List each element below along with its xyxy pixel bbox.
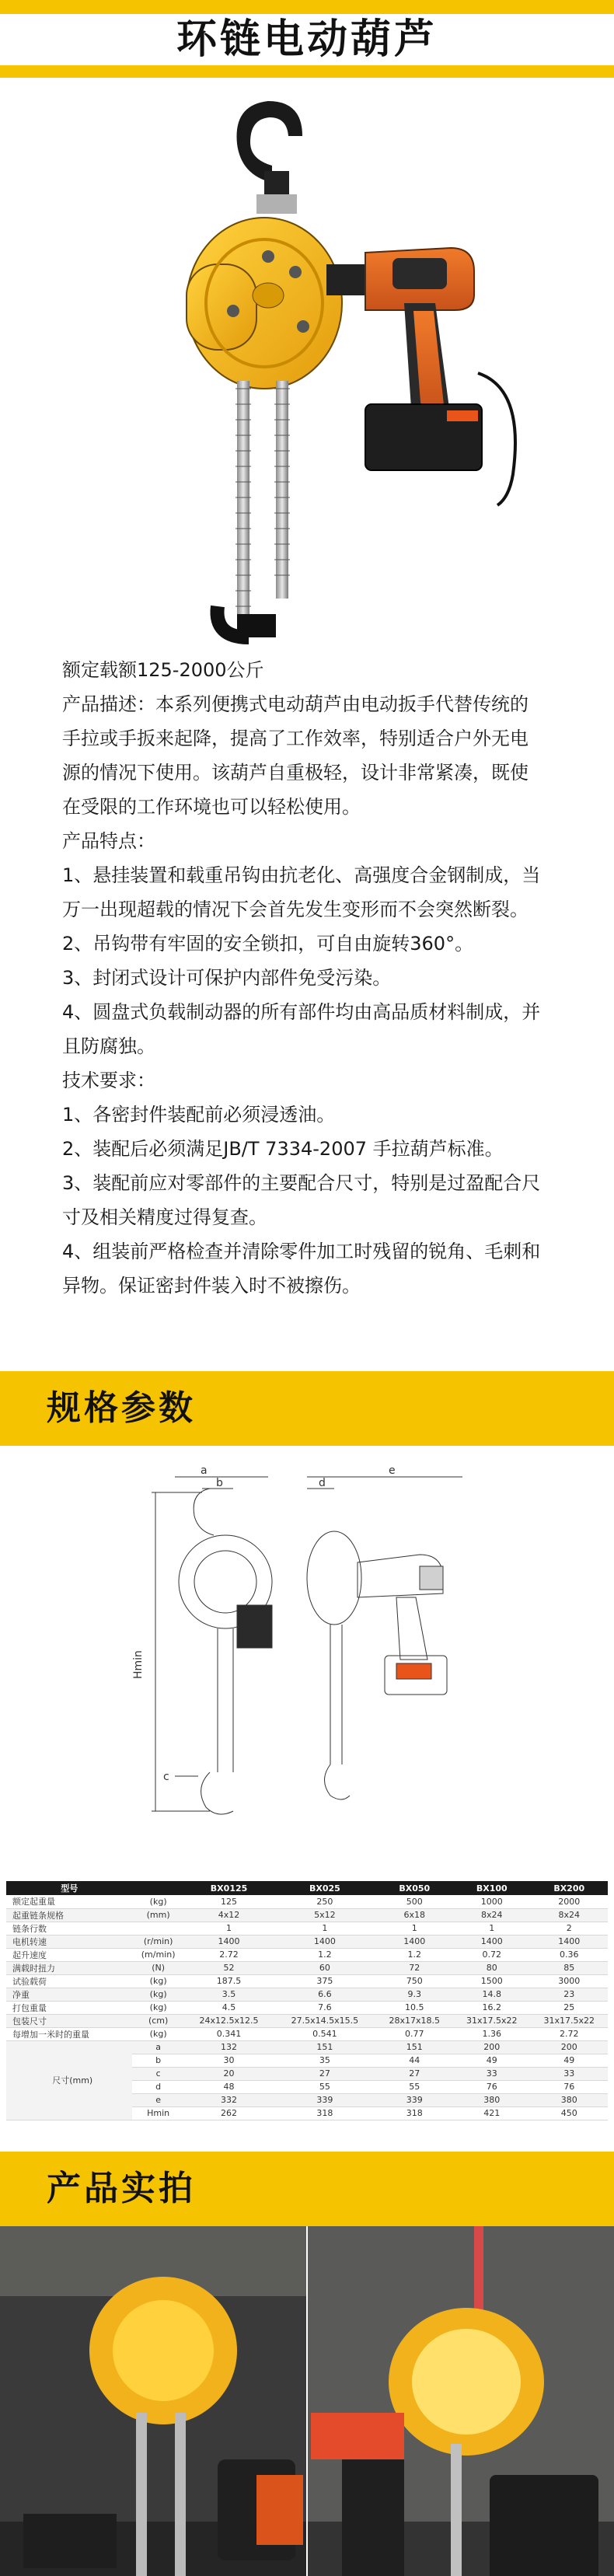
row-value: 72 bbox=[376, 1961, 453, 1974]
row-value: 2.72 bbox=[530, 2027, 608, 2040]
row-value: 85 bbox=[530, 1961, 608, 1974]
row-value: 55 bbox=[376, 2080, 453, 2093]
row-value: 375 bbox=[274, 1974, 375, 1988]
row-value: 0.36 bbox=[530, 1948, 608, 1961]
desc-line: 3、装配前应对零部件的主要配合尺寸，特别是过盈配合尺 bbox=[62, 1172, 541, 1194]
desc-line: 在受限的工作环境也可以轻松使用。 bbox=[62, 796, 361, 818]
header-model: 型号 bbox=[6, 1881, 132, 1895]
desc-line: 2、装配后必须满足JB/T 7334-2007 手拉葫芦标准。 bbox=[62, 1138, 504, 1160]
row-value: 4.5 bbox=[184, 2001, 274, 2014]
row-unit: (r/min) bbox=[132, 1935, 183, 1948]
dim-label-hmin: Hmin bbox=[132, 1650, 145, 1679]
desc-line: 且防腐独。 bbox=[62, 1035, 155, 1057]
hero-product-image bbox=[0, 78, 614, 653]
row-unit: e bbox=[132, 2093, 183, 2107]
row-label: 链条行数 bbox=[6, 1922, 132, 1935]
row-value: 60 bbox=[274, 1961, 375, 1974]
row-value: 76 bbox=[453, 2080, 530, 2093]
row-unit: (N) bbox=[132, 1961, 183, 1974]
page-title: 环链电动葫芦 bbox=[176, 16, 438, 63]
spec-section-title: 规格参数 bbox=[47, 1388, 196, 1428]
row-value: 9.3 bbox=[376, 1988, 453, 2001]
row-value: 49 bbox=[453, 2054, 530, 2067]
row-value: 31x17.5x22 bbox=[453, 2014, 530, 2027]
row-value: 200 bbox=[530, 2040, 608, 2054]
row-value: 500 bbox=[376, 1895, 453, 1908]
row-value: 1.36 bbox=[453, 2027, 530, 2040]
row-label: 每增加一米时的重量 bbox=[6, 2027, 132, 2040]
table-row bbox=[6, 1961, 608, 1974]
desc-line: 产品特点： bbox=[62, 830, 155, 852]
spec-section-header bbox=[0, 1371, 614, 1446]
row-value: 6.6 bbox=[274, 1988, 375, 2001]
row-value: 421 bbox=[453, 2107, 530, 2120]
row-value: 1400 bbox=[530, 1935, 608, 1948]
row-value: 1500 bbox=[453, 1974, 530, 1988]
row-value: 5x12 bbox=[274, 1908, 375, 1922]
dim-label-a: a bbox=[201, 1464, 208, 1477]
row-value: 339 bbox=[274, 2093, 375, 2107]
row-value: 35 bbox=[274, 2054, 375, 2067]
desc-line: 手拉或手扳来起降，提高了工作效率，特别适合户外无电 bbox=[62, 728, 529, 749]
row-value: 28x17x18.5 bbox=[376, 2014, 453, 2027]
header-bx050: BX050 bbox=[376, 1881, 453, 1895]
row-value: 380 bbox=[453, 2093, 530, 2107]
row-value: 0.72 bbox=[453, 1948, 530, 1961]
table-row bbox=[6, 2027, 608, 2040]
row-value: 80 bbox=[453, 1961, 530, 1974]
photo-right bbox=[308, 2226, 614, 2576]
row-value: 4x12 bbox=[184, 1908, 274, 1922]
row-unit: (kg) bbox=[132, 1974, 183, 1988]
spacer bbox=[0, 1303, 614, 1371]
table-row bbox=[6, 2014, 608, 2027]
load-chain-right bbox=[276, 381, 288, 599]
row-value: 151 bbox=[376, 2040, 453, 2054]
row-value: 318 bbox=[376, 2107, 453, 2120]
row-label: 净重 bbox=[6, 1988, 132, 2001]
row-unit: (mm) bbox=[132, 1908, 183, 1922]
row-label: 额定起重量 bbox=[6, 1895, 132, 1908]
row-label: 试验载荷 bbox=[6, 1974, 132, 1988]
row-value: 1 bbox=[376, 1922, 453, 1935]
dim-group-label: 尺寸(mm) bbox=[6, 2040, 132, 2120]
desc-line: 3、封闭式设计可保护内部件免受污染。 bbox=[62, 967, 392, 989]
row-value: 0.541 bbox=[274, 2027, 375, 2040]
table-row-dimension bbox=[6, 2040, 608, 2054]
desc-line: 4、组装前严格检查并清除零件加工时残留的锐角、毛刺和 bbox=[62, 1241, 541, 1262]
row-value: 262 bbox=[184, 2107, 274, 2120]
desc-line: 异物。保证密封件装入时不被擦伤。 bbox=[62, 1275, 361, 1297]
desc-line: 2、吊钩带有牢固的安全锁扣，可自由旋转360°。 bbox=[62, 933, 474, 955]
table-row bbox=[6, 1922, 608, 1935]
row-value: 125 bbox=[184, 1895, 274, 1908]
row-value: 1400 bbox=[376, 1935, 453, 1948]
header-unit bbox=[132, 1881, 183, 1895]
row-unit: (kg) bbox=[132, 2001, 183, 2014]
row-value: 27 bbox=[274, 2067, 375, 2080]
table-row bbox=[6, 1895, 608, 1908]
row-value: 76 bbox=[530, 2080, 608, 2093]
row-value: 187.5 bbox=[184, 1974, 274, 1988]
row-value: 318 bbox=[274, 2107, 375, 2120]
row-value: 1400 bbox=[274, 1935, 375, 1948]
header-bx200: BX200 bbox=[530, 1881, 608, 1895]
dim-label-c: c bbox=[163, 1771, 169, 1783]
row-unit: c bbox=[132, 2067, 183, 2080]
row-value: 8x24 bbox=[530, 1908, 608, 1922]
row-unit: (kg) bbox=[132, 1988, 183, 2001]
row-unit: d bbox=[132, 2080, 183, 2093]
desc-line: 额定载额125-2000公斤 bbox=[62, 659, 264, 681]
row-value: 1400 bbox=[453, 1935, 530, 1948]
row-value: 14.8 bbox=[453, 1988, 530, 2001]
row-value: 450 bbox=[530, 2107, 608, 2120]
desc-line: 产品描述：本系列便携式电动葫芦由电动扳手代替传统的 bbox=[62, 693, 529, 715]
row-value: 44 bbox=[376, 2054, 453, 2067]
spec-dimension-drawing bbox=[0, 1446, 614, 1881]
photo-section-header bbox=[0, 2152, 614, 2226]
row-unit: a bbox=[132, 2040, 183, 2054]
row-label: 起重链条规格 bbox=[6, 1908, 132, 1922]
row-unit: Hmin bbox=[132, 2107, 183, 2120]
table-row bbox=[6, 2001, 608, 2014]
row-value: 52 bbox=[184, 1961, 274, 1974]
title-banner bbox=[0, 0, 614, 78]
row-label: 起升速度 bbox=[6, 1948, 132, 1961]
row-value: 1400 bbox=[184, 1935, 274, 1948]
row-value: 33 bbox=[530, 2067, 608, 2080]
table-row bbox=[6, 1988, 608, 2001]
dim-label-b: b bbox=[216, 1477, 223, 1489]
row-value: 23 bbox=[530, 1988, 608, 2001]
spec-table-body bbox=[6, 1895, 608, 2120]
row-value: 27 bbox=[376, 2067, 453, 2080]
product-photos bbox=[0, 2226, 614, 2576]
row-value: 750 bbox=[376, 1974, 453, 1988]
row-value: 1 bbox=[453, 1922, 530, 1935]
row-value: 1.2 bbox=[274, 1948, 375, 1961]
row-value: 7.6 bbox=[274, 2001, 375, 2014]
table-row bbox=[6, 1935, 608, 1948]
row-value: 24x12.5x12.5 bbox=[184, 2014, 274, 2027]
row-value: 0.341 bbox=[184, 2027, 274, 2040]
row-value: 3.5 bbox=[184, 1988, 274, 2001]
row-value: 30 bbox=[184, 2054, 274, 2067]
row-value: 49 bbox=[530, 2054, 608, 2067]
row-label: 电机转速 bbox=[6, 1935, 132, 1948]
row-value: 1000 bbox=[453, 1895, 530, 1908]
row-value: 3000 bbox=[530, 1974, 608, 1988]
row-unit: (m/min) bbox=[132, 1948, 183, 1961]
desc-line: 寸及相关精度过得复查。 bbox=[62, 1206, 267, 1228]
row-unit: (cm) bbox=[132, 2014, 183, 2027]
row-value: 27.5x14.5x15.5 bbox=[274, 2014, 375, 2027]
row-value: 380 bbox=[530, 2093, 608, 2107]
table-row bbox=[6, 1948, 608, 1961]
row-value: 20 bbox=[184, 2067, 274, 2080]
electric-hoist-illustration bbox=[0, 78, 614, 653]
dimension-diagram bbox=[0, 1446, 614, 1881]
table-row bbox=[6, 1908, 608, 1922]
row-unit bbox=[132, 1922, 183, 1935]
row-value: 6x18 bbox=[376, 1908, 453, 1922]
row-value: 2 bbox=[530, 1922, 608, 1935]
header-bx025: BX025 bbox=[274, 1881, 375, 1895]
row-value: 339 bbox=[376, 2093, 453, 2107]
photo-left bbox=[0, 2226, 306, 2576]
row-value: 55 bbox=[274, 2080, 375, 2093]
row-value: 250 bbox=[274, 1895, 375, 1908]
table-row bbox=[6, 1974, 608, 1988]
spacer bbox=[0, 2120, 614, 2152]
desc-line: 源的情况下使用。该葫芦自重极轻，设计非常紧凑，既使 bbox=[62, 762, 529, 784]
row-value: 0.77 bbox=[376, 2027, 453, 2040]
row-value: 31x17.5x22 bbox=[530, 2014, 608, 2027]
row-label: 满载时扭力 bbox=[6, 1961, 132, 1974]
top-hook-icon bbox=[237, 101, 303, 183]
row-value: 1.2 bbox=[376, 1948, 453, 1961]
row-value: 1 bbox=[274, 1922, 375, 1935]
row-value: 151 bbox=[274, 2040, 375, 2054]
row-label: 打包重量 bbox=[6, 2001, 132, 2014]
row-label: 包装尺寸 bbox=[6, 2014, 132, 2027]
row-value: 1 bbox=[184, 1922, 274, 1935]
row-value: 132 bbox=[184, 2040, 274, 2054]
desc-line: 4、圆盘式负载制动器的所有部件均由高品质材料制成，并 bbox=[62, 1001, 541, 1023]
photo-section-title: 产品实拍 bbox=[47, 2168, 196, 2208]
row-value: 2000 bbox=[530, 1895, 608, 1908]
row-value: 200 bbox=[453, 2040, 530, 2054]
spec-table bbox=[6, 1881, 608, 2120]
desc-line: 1、各密封件装配前必须浸透油。 bbox=[62, 1104, 336, 1126]
row-unit: (kg) bbox=[132, 1895, 183, 1908]
desc-line: 1、悬挂装置和载重吊钩由抗老化、高强度合金钢制成，当 bbox=[62, 864, 541, 886]
desc-line: 技术要求： bbox=[62, 1070, 155, 1091]
row-value: 16.2 bbox=[453, 2001, 530, 2014]
dim-label-d: d bbox=[319, 1477, 326, 1489]
spec-table-wrapper bbox=[0, 1881, 614, 2120]
row-value: 10.5 bbox=[376, 2001, 453, 2014]
dim-label-e: e bbox=[389, 1464, 396, 1477]
row-value: 33 bbox=[453, 2067, 530, 2080]
row-value: 332 bbox=[184, 2093, 274, 2107]
row-unit: (kg) bbox=[132, 2027, 183, 2040]
row-unit: b bbox=[132, 2054, 183, 2067]
row-value: 48 bbox=[184, 2080, 274, 2093]
header-bx100: BX100 bbox=[453, 1881, 530, 1895]
row-value: 2.72 bbox=[184, 1948, 274, 1961]
photo-collage bbox=[0, 2226, 614, 2576]
row-value: 25 bbox=[530, 2001, 608, 2014]
product-description bbox=[0, 653, 614, 1303]
desc-line: 万一出现超载的情况下会首先发生变形而不会突然断裂。 bbox=[62, 899, 529, 920]
row-value: 8x24 bbox=[453, 1908, 530, 1922]
header-bx0125: BX0125 bbox=[184, 1881, 274, 1895]
